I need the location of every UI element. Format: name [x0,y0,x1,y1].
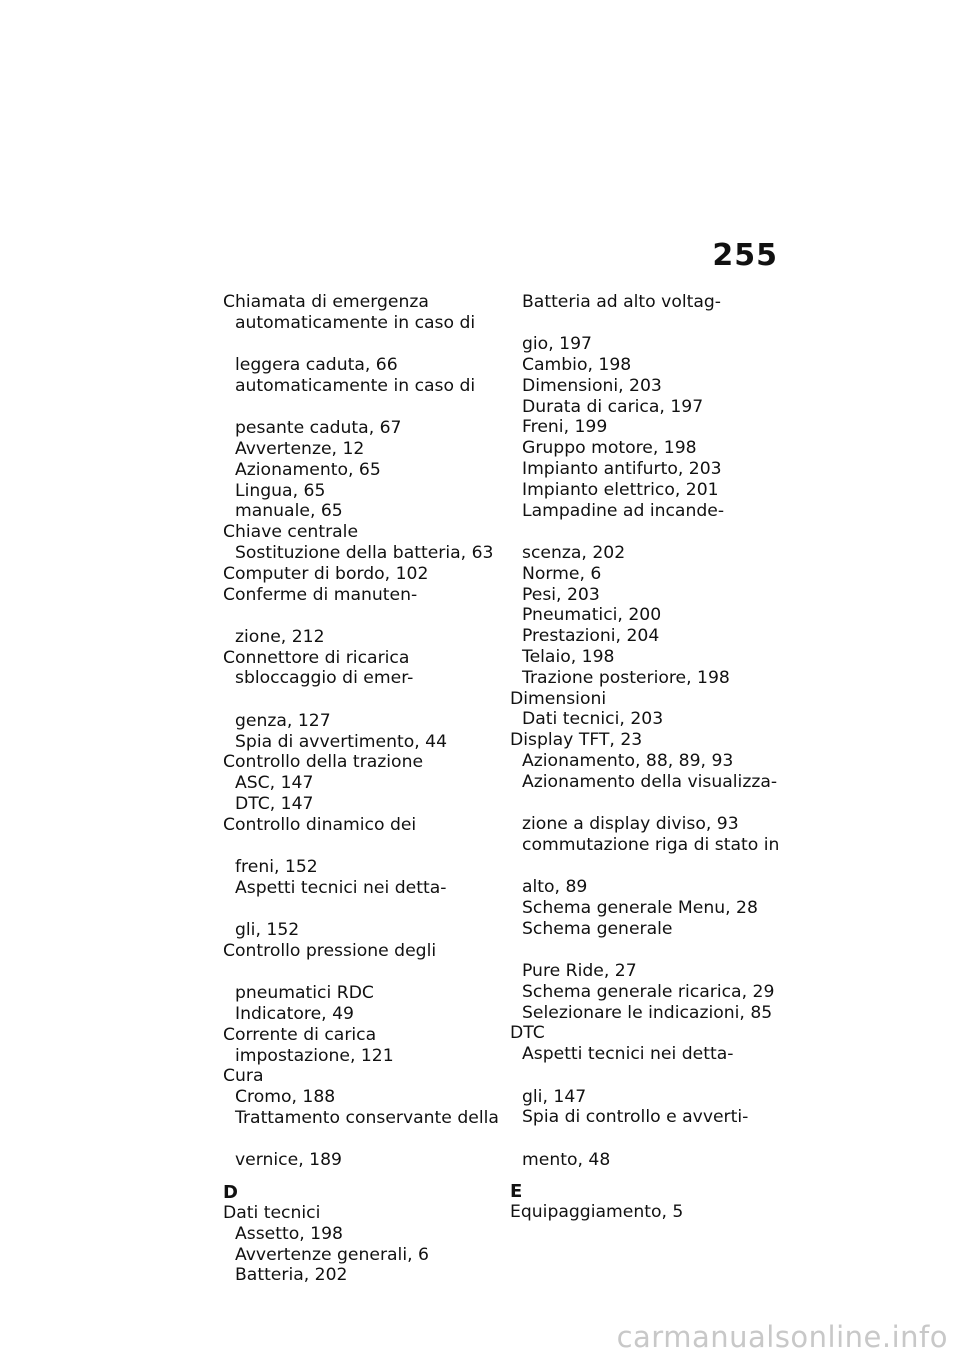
index-subentry: leggera caduta, 66 [235,355,398,376]
index-subentry: Dimensioni, 203 [522,375,662,396]
index-subentry: pneumatici RDC [235,983,374,1004]
index-entry: Chiamata di emergenza [223,292,429,312]
index-subentry: Spia di avvertimento, 44 [235,731,448,752]
index-entry: Computer di bordo, 102 [223,563,429,584]
index-subentry: Sostituzione della batteria, 63 [235,542,494,563]
index-subentry: freni, 152 [235,857,318,878]
watermark-text: carmanualsonline.info [616,1320,948,1354]
index-subentry: Avvertenze, 12 [235,438,365,459]
index-entry: Controllo pressione degli [223,940,437,961]
index-subentry: pesante caduta, 67 [235,418,402,439]
index-subentry: Schema generale [522,918,673,939]
index-subentry: Assetto, 198 [235,1223,343,1244]
index-subentry: Trattamento conservante della [235,1108,499,1128]
page-number: 255 [712,238,778,273]
index-column-right [510,292,790,1223]
index-entry: Chiave centrale [223,522,359,543]
index-subentry: Aspetti tecnici nei detta- [235,877,447,898]
index-subentry: commutazione riga di stato in [522,834,780,855]
index-subentry: Schema generale ricarica, 29 [522,981,775,1002]
index-subentry: Norme, 6 [522,563,602,584]
index-subentry: Telaio, 198 [522,646,615,667]
index-subentry: impostazione, 121 [235,1045,394,1066]
index-subentry: Freni, 199 [522,417,608,438]
index-section-letter: E [510,1181,523,1203]
index-subentry: Indicatore, 49 [235,1004,354,1025]
index-subentry: automaticamente in caso di [235,375,476,396]
index-entry: Dati tecnici [223,1203,321,1224]
index-subentry: Durata di carica, 197 [522,396,704,417]
index-subentry: Gruppo motore, 198 [522,438,697,459]
index-subentry: Impianto antifurto, 203 [522,459,722,480]
index-subentry: Azionamento della visualizza- [522,771,778,792]
index-entry: Controllo della trazione [223,752,424,773]
index-subentry: mento, 48 [522,1149,611,1170]
index-subentry: Selezionare le indicazioni, 85 [522,1002,773,1023]
index-subentry: Cambio, 198 [522,355,632,376]
index-subentry: alto, 89 [522,877,588,898]
index-subentry: Impianto elettrico, 201 [522,479,719,500]
index-entry: Connettore di ricarica [223,647,410,668]
index-subentry: zione a display diviso, 93 [522,814,739,835]
index-entry: DTC [510,1023,545,1044]
index-entry: Display TFT, 23 [510,730,643,751]
index-subentry: DTC, 147 [235,793,314,814]
index-subentry: Pneumatici, 200 [522,605,662,626]
index-subentry: Schema generale Menu, 28 [522,897,758,918]
index-column-left [223,292,499,1286]
index-subentry: Batteria ad alto voltag- [522,292,721,312]
index-subentry: ASC, 147 [235,773,314,794]
index-subentry: Cromo, 188 [235,1087,336,1108]
index-entry: Corrente di carica [223,1024,377,1045]
index-subentry: automaticamente in caso di [235,312,476,333]
index-subentry: Pesi, 203 [522,584,600,605]
index-subentry: Lingua, 65 [235,480,326,501]
index-subentry: genza, 127 [235,710,331,731]
index-entry: Dimensioni [510,688,607,709]
index-subentry: gli, 152 [235,920,300,941]
index-subentry: Aspetti tecnici nei detta- [522,1044,734,1065]
index-subentry: gio, 197 [522,334,592,355]
index-section-letter: D [223,1182,238,1204]
index-subentry: Azionamento, 65 [235,459,381,480]
index-subentry: Avvertenze generali, 6 [235,1244,429,1265]
index-subentry: Pure Ride, 27 [522,961,637,982]
index-subentry: zione, 212 [235,626,325,647]
index-subentry: Lampadine ad incande- [522,500,725,521]
index-subentry: sbloccaggio di emer- [235,668,414,689]
index-entry: Cura [223,1066,264,1087]
index-entry: Controllo dinamico dei [223,814,417,835]
index-subentry: Dati tecnici, 203 [522,709,664,730]
index-entry: Equipaggiamento, 5 [510,1202,684,1223]
index-subentry: vernice, 189 [235,1150,342,1171]
index-subentry: gli, 147 [522,1086,587,1107]
index-subentry: Spia di controllo e avverti- [522,1107,749,1128]
index-entry: Conferme di manuten- [223,584,418,605]
index-subentry: scenza, 202 [522,542,626,563]
index-subentry: Prestazioni, 204 [522,626,660,647]
index-subentry: manuale, 65 [235,501,343,522]
index-subentry: Batteria, 202 [235,1265,348,1286]
index-subentry: Trazione posteriore, 198 [522,667,730,688]
index-subentry: Azionamento, 88, 89, 93 [522,750,734,771]
